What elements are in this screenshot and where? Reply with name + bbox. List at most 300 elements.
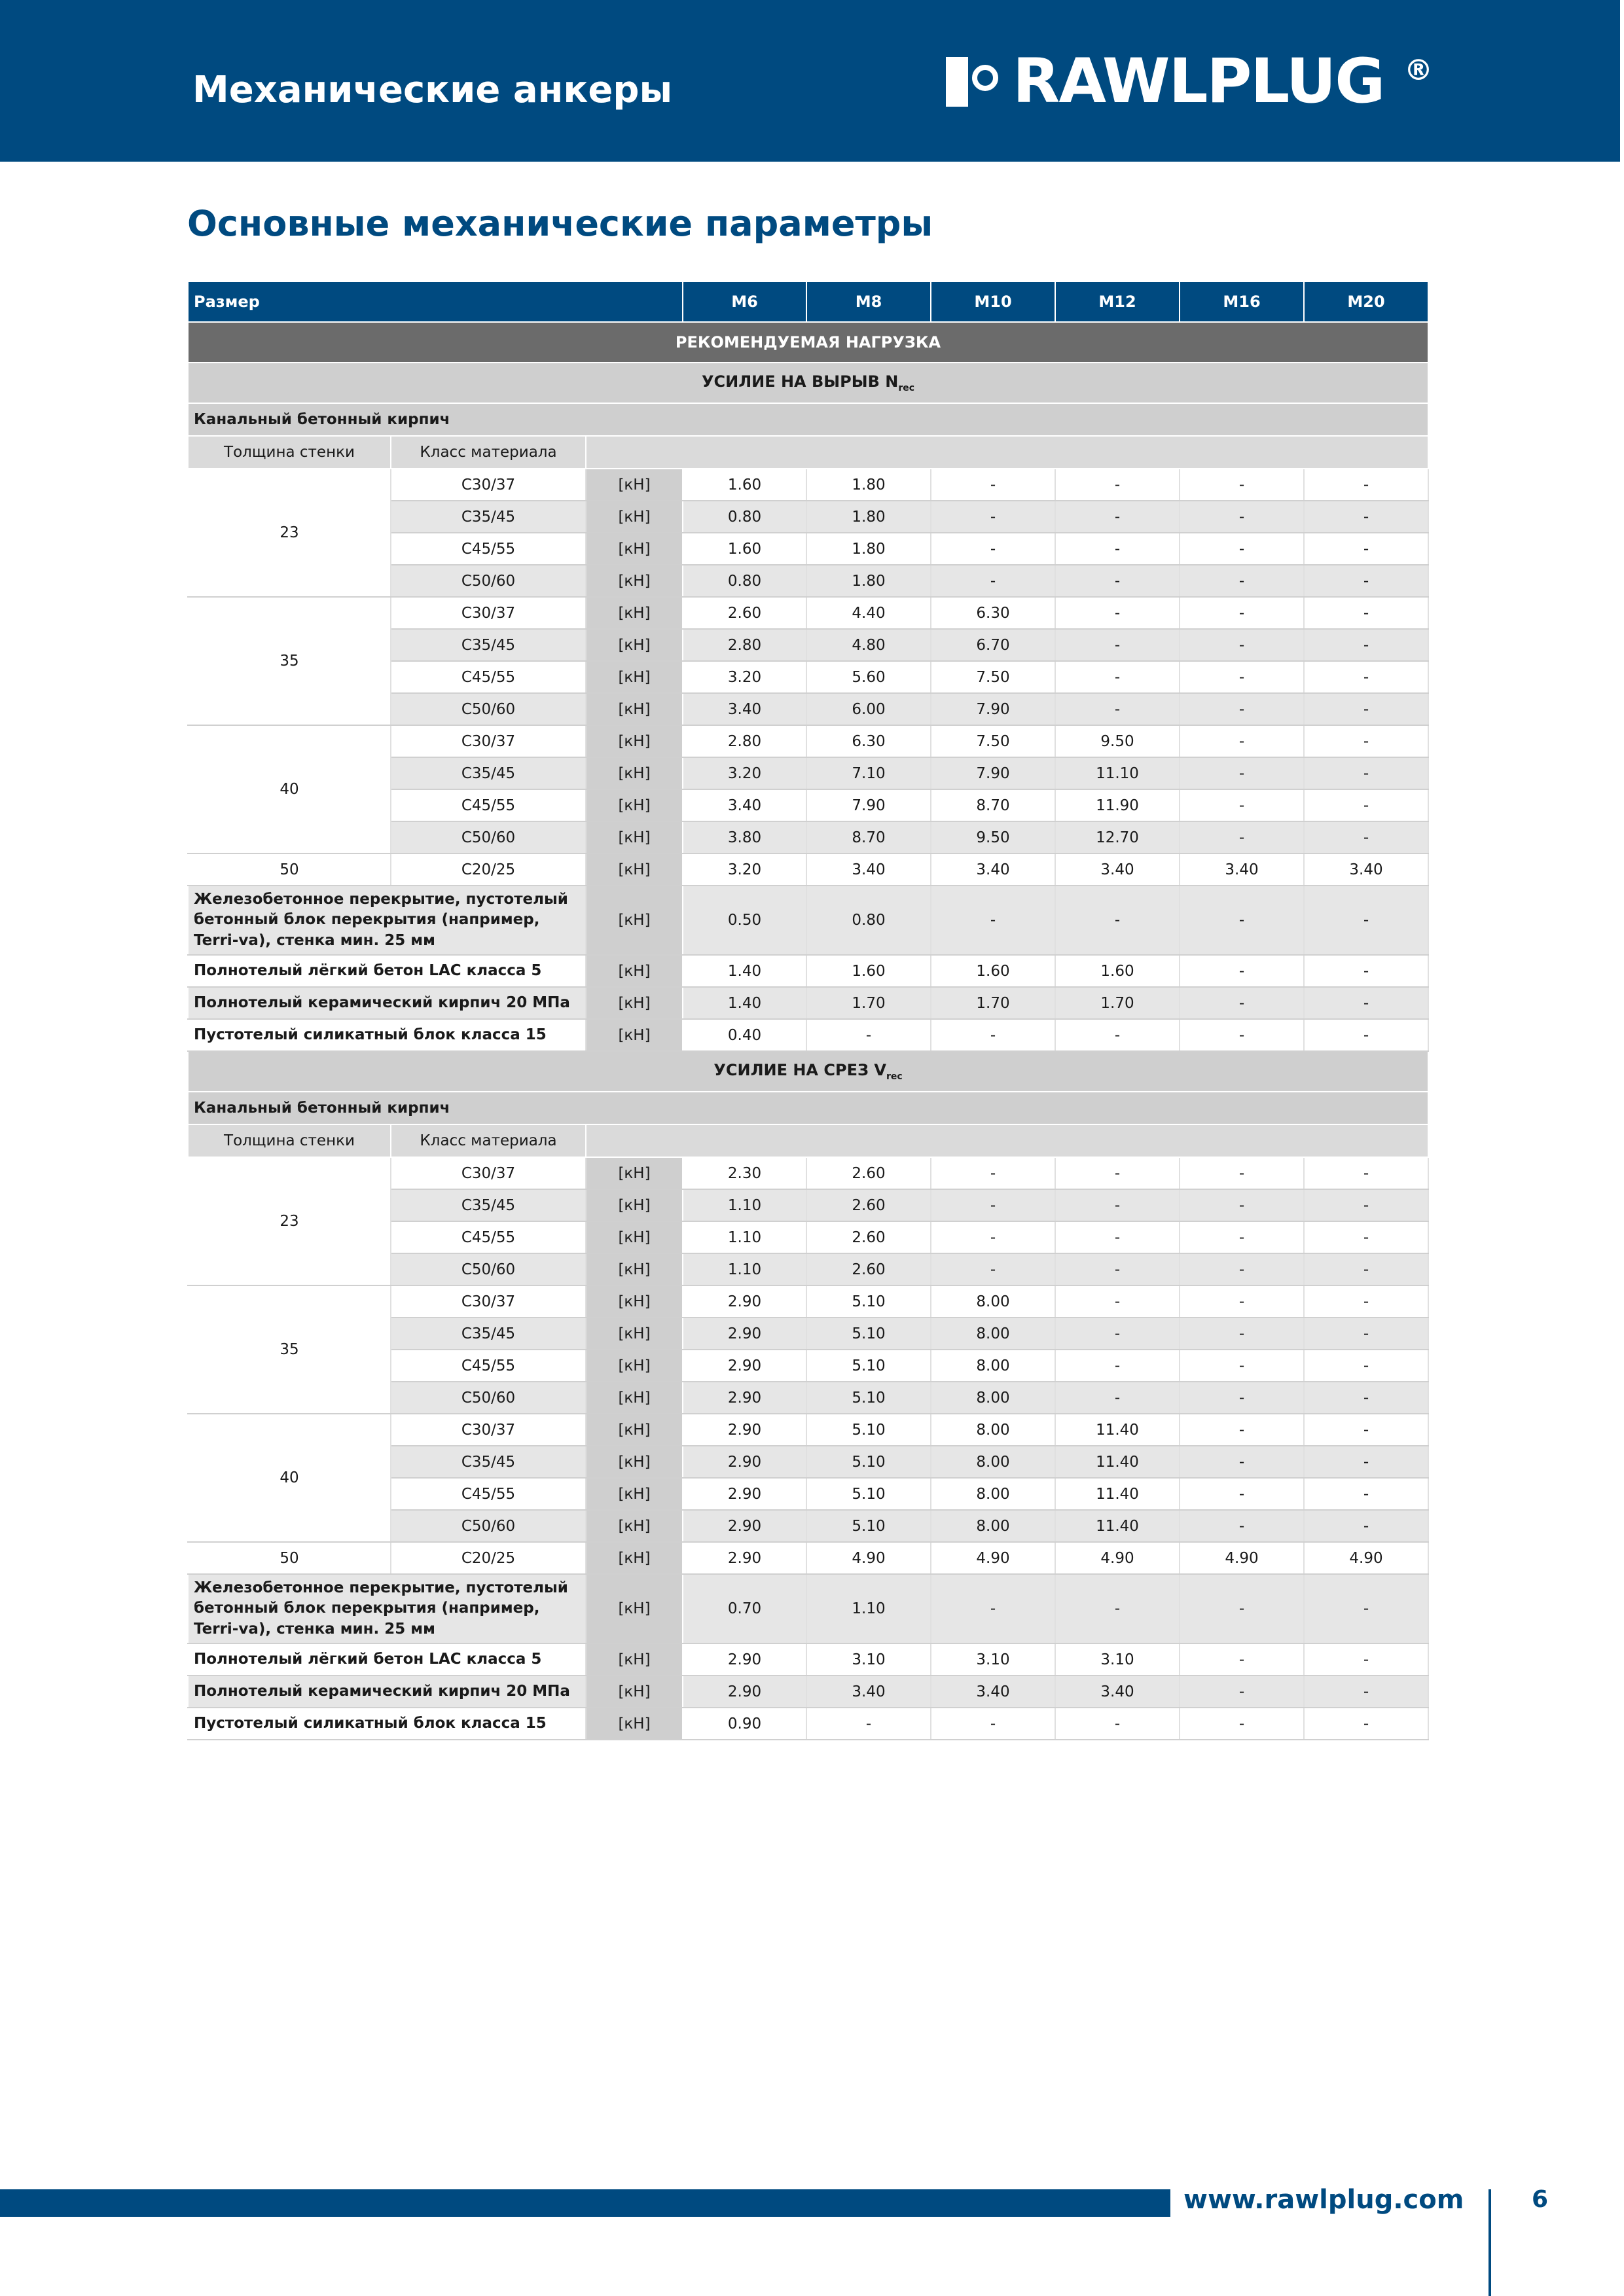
value-m20: -: [1304, 789, 1428, 821]
value-m6: 3.20: [683, 661, 806, 693]
value-m8: 1.80: [806, 565, 931, 597]
unit-kn: [кН]: [586, 1350, 683, 1382]
value-m10: 1.60: [931, 955, 1055, 987]
footer-url[interactable]: www.rawlplug.com: [1183, 2185, 1464, 2215]
value-m20: -: [1304, 1253, 1428, 1285]
value-m8: 2.60: [806, 1221, 931, 1253]
value-m12: -: [1055, 693, 1180, 725]
value-m16: -: [1180, 629, 1304, 661]
table-row: [188, 1643, 1428, 1676]
value-m16: -: [1180, 1574, 1304, 1643]
value-m20: 4.90: [1304, 1542, 1428, 1574]
unit-kn: [кН]: [586, 469, 683, 501]
value-m10: -: [931, 1574, 1055, 1643]
value-m16: -: [1180, 1510, 1304, 1542]
thickness-50: 50: [188, 853, 391, 886]
value-m6: 1.10: [683, 1221, 806, 1253]
value-m12: -: [1055, 1019, 1180, 1051]
material-class: C35/45: [391, 1446, 586, 1478]
value-m16: -: [1180, 661, 1304, 693]
value-m6: 1.40: [683, 955, 806, 987]
unit-kn: [кН]: [586, 886, 683, 955]
value-m16: -: [1180, 469, 1304, 501]
value-m12: 11.40: [1055, 1446, 1180, 1478]
value-m16: -: [1180, 1350, 1304, 1382]
value-m12: 3.40: [1055, 1676, 1180, 1708]
material-class: C50/60: [391, 1510, 586, 1542]
value-m12: 1.70: [1055, 987, 1180, 1019]
value-m10: -: [931, 1221, 1055, 1253]
value-m16: -: [1180, 1446, 1304, 1478]
value-m8: 2.60: [806, 1253, 931, 1285]
value-m16: -: [1180, 1676, 1304, 1708]
unit-kn: [кН]: [586, 1382, 683, 1414]
value-m10: 8.00: [931, 1382, 1055, 1414]
value-m16: -: [1180, 1382, 1304, 1414]
material-class: C45/55: [391, 789, 586, 821]
value-m10: -: [931, 1157, 1055, 1189]
unit-kn: [кН]: [586, 1542, 683, 1574]
value-m10: 8.00: [931, 1414, 1055, 1446]
value-m20: -: [1304, 955, 1428, 987]
table-row: [188, 1676, 1428, 1708]
size-m6: M6: [683, 281, 806, 322]
unit-kn: [кН]: [586, 757, 683, 789]
value-m16: -: [1180, 1253, 1304, 1285]
unit-kn: [кН]: [586, 1574, 683, 1643]
value-m20: -: [1304, 469, 1428, 501]
value-m6: 2.60: [683, 597, 806, 629]
value-m12: -: [1055, 565, 1180, 597]
unit-kn: [кН]: [586, 955, 683, 987]
value-m10: -: [931, 1708, 1055, 1740]
col-blank: [586, 436, 1428, 469]
material-label: Пустотелый силикатный блок класса 15: [188, 1708, 586, 1740]
value-m20: -: [1304, 533, 1428, 565]
value-m20: -: [1304, 597, 1428, 629]
value-m10: 3.40: [931, 853, 1055, 886]
value-m12: 11.10: [1055, 757, 1180, 789]
value-m6: 1.60: [683, 469, 806, 501]
footer-bar: [0, 2189, 1170, 2217]
value-m12: 9.50: [1055, 725, 1180, 757]
value-m12: 11.40: [1055, 1510, 1180, 1542]
value-m16: -: [1180, 693, 1304, 725]
value-m8: 4.40: [806, 597, 931, 629]
value-m10: 3.40: [931, 1676, 1055, 1708]
thickness-40: 40: [188, 725, 391, 853]
value-m10: -: [931, 1253, 1055, 1285]
material-class: C30/37: [391, 1414, 586, 1446]
size-m16: M16: [1180, 281, 1304, 322]
unit-kn: [кН]: [586, 821, 683, 853]
value-m12: -: [1055, 533, 1180, 565]
header-title: Механические анкеры: [192, 69, 673, 111]
value-m16: -: [1180, 1708, 1304, 1740]
value-m6: 0.80: [683, 565, 806, 597]
value-m12: -: [1055, 1318, 1180, 1350]
value-m12: -: [1055, 1574, 1180, 1643]
value-m12: 1.60: [1055, 955, 1180, 987]
material-class: C20/25: [391, 1542, 586, 1574]
table-row: [188, 955, 1428, 987]
value-m20: -: [1304, 1157, 1428, 1189]
value-m20: -: [1304, 757, 1428, 789]
unit-kn: [кН]: [586, 1253, 683, 1285]
value-m8: -: [806, 1019, 931, 1051]
value-m16: -: [1180, 1318, 1304, 1350]
value-m6: 3.20: [683, 853, 806, 886]
shear-category-row: [188, 1092, 1428, 1124]
thickness-23: 23: [188, 469, 391, 597]
material-label: Полнотелый лёгкий бетон LAC класса 5: [188, 1643, 586, 1676]
value-m20: -: [1304, 1285, 1428, 1318]
value-m6: 2.90: [683, 1446, 806, 1478]
thickness-35: 35: [188, 597, 391, 725]
value-m6: 0.90: [683, 1708, 806, 1740]
material-class: C45/55: [391, 1350, 586, 1382]
unit-kn: [кН]: [586, 565, 683, 597]
value-m6: 2.90: [683, 1478, 806, 1510]
value-m16: -: [1180, 501, 1304, 533]
table-row: [188, 469, 1428, 501]
value-m16: -: [1180, 1643, 1304, 1676]
value-m8: 3.40: [806, 853, 931, 886]
material-class: C35/45: [391, 1318, 586, 1350]
unit-kn: [кН]: [586, 1478, 683, 1510]
table-row: [188, 1414, 1428, 1446]
value-m6: 2.90: [683, 1285, 806, 1318]
value-m20: -: [1304, 886, 1428, 955]
value-m10: 3.10: [931, 1643, 1055, 1676]
value-m12: -: [1055, 661, 1180, 693]
value-m6: 2.80: [683, 629, 806, 661]
value-m16: -: [1180, 533, 1304, 565]
unit-kn: [кН]: [586, 1285, 683, 1318]
material-class: C50/60: [391, 1382, 586, 1414]
value-m10: -: [931, 886, 1055, 955]
table-row: [188, 597, 1428, 629]
value-m10: 8.70: [931, 789, 1055, 821]
value-m10: 9.50: [931, 821, 1055, 853]
value-m20: -: [1304, 987, 1428, 1019]
value-m8: 1.80: [806, 501, 931, 533]
tension-column-header-row: [188, 436, 1428, 469]
thickness-40: 40: [188, 1414, 391, 1542]
value-m16: -: [1180, 821, 1304, 853]
value-m12: -: [1055, 469, 1180, 501]
col-thickness: Толщина стенки: [188, 436, 391, 469]
unit-kn: [кН]: [586, 597, 683, 629]
material-class: C30/37: [391, 1285, 586, 1318]
value-m6: 1.10: [683, 1189, 806, 1221]
value-m20: -: [1304, 1643, 1428, 1676]
material-class: C35/45: [391, 757, 586, 789]
value-m6: 2.90: [683, 1350, 806, 1382]
material-class: C45/55: [391, 661, 586, 693]
value-m8: -: [806, 1708, 931, 1740]
size-m20: M20: [1304, 281, 1428, 322]
value-m6: 0.70: [683, 1574, 806, 1643]
value-m6: 0.50: [683, 886, 806, 955]
value-m10: -: [931, 469, 1055, 501]
col-class: Класс материала: [391, 436, 586, 469]
value-m12: -: [1055, 629, 1180, 661]
value-m6: 2.90: [683, 1542, 806, 1574]
material-label: Пустотелый силикатный блок класса 15: [188, 1019, 586, 1051]
parameters-table: [187, 281, 1429, 1740]
value-m8: 5.10: [806, 1382, 931, 1414]
logo-text: RAWLPLUG: [1013, 46, 1384, 117]
material-class: C50/60: [391, 1253, 586, 1285]
value-m8: 1.10: [806, 1574, 931, 1643]
value-m12: -: [1055, 1157, 1180, 1189]
value-m12: 4.90: [1055, 1542, 1180, 1574]
value-m12: -: [1055, 501, 1180, 533]
value-m16: -: [1180, 886, 1304, 955]
material-class: C35/45: [391, 629, 586, 661]
tension-category-row: [188, 403, 1428, 436]
material-class: C50/60: [391, 821, 586, 853]
banner-edge: [1620, 0, 1624, 162]
value-m16: -: [1180, 597, 1304, 629]
value-m20: -: [1304, 565, 1428, 597]
value-m6: 2.80: [683, 725, 806, 757]
unit-kn: [кН]: [586, 1019, 683, 1051]
unit-kn: [кН]: [586, 533, 683, 565]
value-m8: 3.40: [806, 1676, 931, 1708]
size-m8: M8: [806, 281, 931, 322]
value-m10: 6.30: [931, 597, 1055, 629]
value-m6: 1.40: [683, 987, 806, 1019]
value-m10: 7.50: [931, 725, 1055, 757]
value-m6: 1.10: [683, 1253, 806, 1285]
value-m10: 1.70: [931, 987, 1055, 1019]
value-m8: 5.60: [806, 661, 931, 693]
value-m20: -: [1304, 1478, 1428, 1510]
tension-heading: [188, 363, 1428, 403]
size-header-row: [188, 281, 1428, 322]
material-class: C45/55: [391, 1478, 586, 1510]
value-m10: 6.70: [931, 629, 1055, 661]
value-m12: -: [1055, 1382, 1180, 1414]
value-m16: -: [1180, 565, 1304, 597]
value-m10: 7.50: [931, 661, 1055, 693]
value-m8: 5.10: [806, 1318, 931, 1350]
value-m6: 2.90: [683, 1676, 806, 1708]
value-m16: -: [1180, 789, 1304, 821]
value-m16: -: [1180, 1478, 1304, 1510]
material-label: Полнотелый керамический кирпич 20 МПа: [188, 987, 586, 1019]
material-class: C30/37: [391, 725, 586, 757]
unit-kn: [кН]: [586, 789, 683, 821]
unit-kn: [кН]: [586, 1414, 683, 1446]
value-m6: 0.40: [683, 1019, 806, 1051]
registered-mark: ®: [1404, 54, 1433, 87]
value-m12: -: [1055, 1189, 1180, 1221]
unit-kn: [кН]: [586, 725, 683, 757]
unit-kn: [кН]: [586, 1446, 683, 1478]
unit-kn: [кН]: [586, 693, 683, 725]
value-m10: 8.00: [931, 1446, 1055, 1478]
table-row: [188, 886, 1428, 955]
recommended-load-row: [188, 322, 1428, 363]
value-m6: 2.30: [683, 1157, 806, 1189]
value-m6: 2.90: [683, 1414, 806, 1446]
unit-kn: [кН]: [586, 661, 683, 693]
material-label: Полнотелый лёгкий бетон LAC класса 5: [188, 955, 586, 987]
value-m12: 3.40: [1055, 853, 1180, 886]
value-m12: -: [1055, 1350, 1180, 1382]
unit-kn: [кН]: [586, 853, 683, 886]
value-m8: 4.90: [806, 1542, 931, 1574]
material-class: C45/55: [391, 1221, 586, 1253]
material-label: Полнотелый керамический кирпич 20 МПа: [188, 1676, 586, 1708]
value-m12: 11.40: [1055, 1478, 1180, 1510]
size-m12: M12: [1055, 281, 1180, 322]
unit-kn: [кН]: [586, 1643, 683, 1676]
value-m12: -: [1055, 1253, 1180, 1285]
value-m12: -: [1055, 1708, 1180, 1740]
value-m20: -: [1304, 1318, 1428, 1350]
tension-subscript: rec: [898, 382, 915, 393]
table-row: [188, 1019, 1428, 1051]
value-m8: 0.80: [806, 886, 931, 955]
value-m8: 1.80: [806, 533, 931, 565]
value-m8: 2.60: [806, 1189, 931, 1221]
value-m16: 4.90: [1180, 1542, 1304, 1574]
shear-heading-row: [188, 1051, 1428, 1092]
value-m10: 8.00: [931, 1478, 1055, 1510]
value-m8: 5.10: [806, 1478, 931, 1510]
logo-mark-icon: [946, 57, 968, 107]
value-m20: -: [1304, 1350, 1428, 1382]
value-m6: 3.80: [683, 821, 806, 853]
value-m16: -: [1180, 955, 1304, 987]
recommended-load-label: РЕКОМЕНДУЕМАЯ НАГРУЗКА: [188, 322, 1428, 363]
value-m16: -: [1180, 1019, 1304, 1051]
unit-kn: [кН]: [586, 1157, 683, 1189]
col-thickness: Толщина стенки: [188, 1124, 391, 1157]
value-m10: 4.90: [931, 1542, 1055, 1574]
table-row: [188, 725, 1428, 757]
table-row: [188, 853, 1428, 886]
size-label: Размер: [188, 281, 683, 322]
value-m10: -: [931, 533, 1055, 565]
value-m6: 2.90: [683, 1510, 806, 1542]
tension-label: УСИЛИЕ НА ВЫРЫВ N: [701, 372, 899, 391]
unit-kn: [кН]: [586, 1318, 683, 1350]
material-class: C30/37: [391, 469, 586, 501]
value-m20: -: [1304, 693, 1428, 725]
category-brick: Канальный бетонный кирпич: [188, 1092, 1428, 1124]
table-row: [188, 1542, 1428, 1574]
value-m20: -: [1304, 1414, 1428, 1446]
size-m10: M10: [931, 281, 1055, 322]
material-class: C20/25: [391, 853, 586, 886]
shear-heading: [188, 1051, 1428, 1092]
value-m12: -: [1055, 1221, 1180, 1253]
value-m10: -: [931, 1189, 1055, 1221]
value-m20: -: [1304, 501, 1428, 533]
material-class: C50/60: [391, 693, 586, 725]
value-m10: 7.90: [931, 693, 1055, 725]
unit-kn: [кН]: [586, 1510, 683, 1542]
value-m20: -: [1304, 1382, 1428, 1414]
value-m6: 3.40: [683, 693, 806, 725]
value-m8: 6.30: [806, 725, 931, 757]
col-class: Класс материала: [391, 1124, 586, 1157]
value-m10: 8.00: [931, 1510, 1055, 1542]
value-m16: -: [1180, 1414, 1304, 1446]
value-m12: -: [1055, 886, 1180, 955]
tension-heading-row: [188, 363, 1428, 403]
value-m10: 7.90: [931, 757, 1055, 789]
value-m12: 12.70: [1055, 821, 1180, 853]
value-m20: -: [1304, 661, 1428, 693]
thickness-50: 50: [188, 1542, 391, 1574]
value-m6: 2.90: [683, 1382, 806, 1414]
value-m12: -: [1055, 597, 1180, 629]
value-m12: 11.90: [1055, 789, 1180, 821]
value-m6: 1.60: [683, 533, 806, 565]
value-m20: -: [1304, 725, 1428, 757]
col-blank: [586, 1124, 1428, 1157]
unit-kn: [кН]: [586, 1189, 683, 1221]
table-row: [188, 1285, 1428, 1318]
unit-kn: [кН]: [586, 629, 683, 661]
shear-label: УСИЛИЕ НА СРЕЗ V: [713, 1061, 886, 1080]
value-m16: -: [1180, 1157, 1304, 1189]
value-m20: -: [1304, 1510, 1428, 1542]
value-m8: 6.00: [806, 693, 931, 725]
unit-kn: [кН]: [586, 987, 683, 1019]
material-class: C45/55: [391, 533, 586, 565]
unit-kn: [кН]: [586, 1708, 683, 1740]
shear-subscript: rec: [886, 1071, 903, 1082]
value-m16: -: [1180, 1221, 1304, 1253]
value-m20: -: [1304, 821, 1428, 853]
value-m12: 11.40: [1055, 1414, 1180, 1446]
value-m8: 5.10: [806, 1446, 931, 1478]
value-m20: -: [1304, 1189, 1428, 1221]
material-label: Железобетонное перекрытие, пустотелый бетонный блок перекрытия (например, Terri-va), стенка мин. 25 мм: [188, 1574, 586, 1643]
material-class: C35/45: [391, 1189, 586, 1221]
value-m16: -: [1180, 1189, 1304, 1221]
value-m10: 8.00: [931, 1350, 1055, 1382]
value-m8: 1.70: [806, 987, 931, 1019]
category-brick: Канальный бетонный кирпич: [188, 403, 1428, 436]
material-class: C30/37: [391, 1157, 586, 1189]
material-class: C50/60: [391, 565, 586, 597]
unit-kn: [кН]: [586, 1221, 683, 1253]
value-m20: -: [1304, 1446, 1428, 1478]
table-row: [188, 987, 1428, 1019]
value-m8: 1.80: [806, 469, 931, 501]
value-m8: 5.10: [806, 1414, 931, 1446]
value-m8: 7.90: [806, 789, 931, 821]
value-m8: 5.10: [806, 1285, 931, 1318]
value-m20: -: [1304, 629, 1428, 661]
value-m10: -: [931, 1019, 1055, 1051]
value-m16: -: [1180, 1285, 1304, 1318]
value-m8: 8.70: [806, 821, 931, 853]
value-m10: -: [931, 501, 1055, 533]
material-class: C30/37: [391, 597, 586, 629]
value-m16: 3.40: [1180, 853, 1304, 886]
table-row: [188, 1574, 1428, 1643]
value-m8: 5.10: [806, 1350, 931, 1382]
